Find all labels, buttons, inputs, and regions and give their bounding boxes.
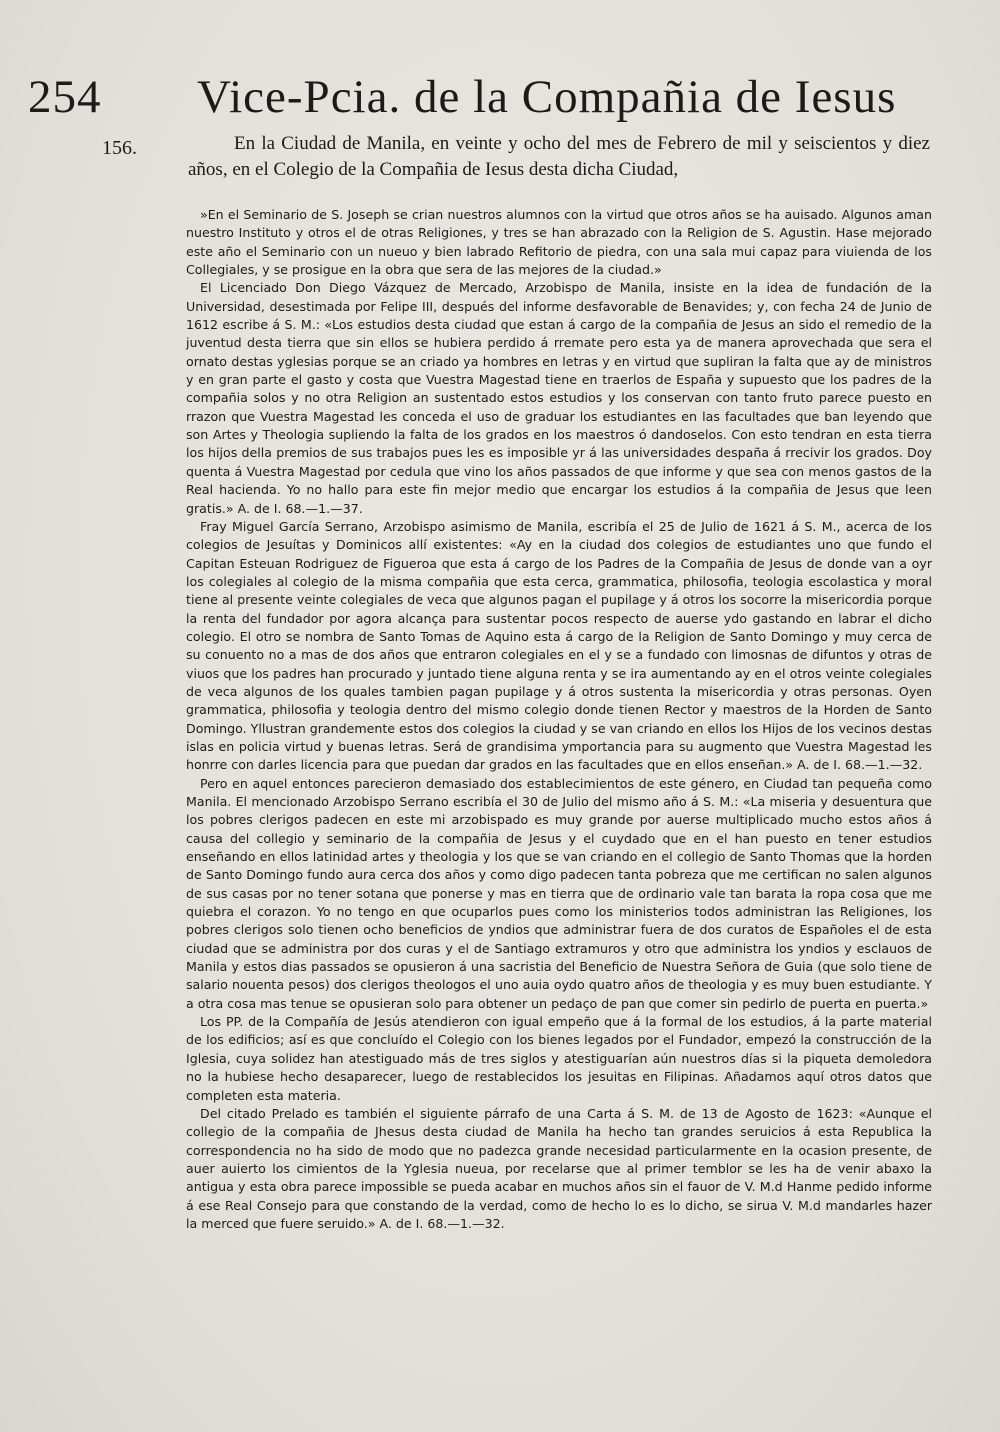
paragraph-4: Pero en aquel entonces parecieron demasiado dos establecimientos de este género, en Ciudad tan pequeña como Manila. El mencionado Arzobispo Serrano escribía el 30 de Julio del mismo año á S. M.: «La miseria y desuentura que los pobres clerigos padecen en este mi arzobispado es muy grande por auerse multiplicado mucho estos años á causa del collegio y seminario de la compañia de Jesus y el cuydado que en el han puesto en tener estudios enseñando en ellos latinidad artes y theologia y los que se van criando en el collegio de Santo Thomas que la horden de Santo Domingo fundo aura cerca dos años y como digo padecen tanta pobreza que me certifican no salen algunos de sus casas por no tener sotana que ponerse y mas en tierra que de ordinario vale tan barata la ropa cosa que me quiebra el corazon. Yo no tengo en que ocuparlos pues como los ministerios todos administran las Religiones, los pobres clerigos solo tienen ocho beneficios de yndios que administrar fuera de dos curatos de Españoles el de esta ciudad que se administra por dos curas y el de Santiago extramuros y otro que administra los yndios y esclauos de Manila y estos dias passados se opusieron á una sacristia del Beneficio de Nuestra Señora de Guia (que solo tiene de salario nouenta pesos) dos clerigos theologos el uno auia oydo quatro años de theologia y es muy buen estudiante. Y a otra cosa mas tenue se opusieran solo para obtener un pedaço de pan que comer sin pedirlo de puerta en puerta.» [186, 775, 932, 1011]
paragraph-2: El Licenciado Don Diego Vázquez de Mercado, Arzobispo de Manila, insiste en la idea de fundación de la Universidad, desestimada por Felipe III, después del informe desfavorable de Benavides; y, con fecha 24 de Junio de 1612 escribe á S. M.: «Los estudios desta ciudad que estan á cargo de la compañia de Jesus an sido el remedio de la juventud desta tierra que sin ellos se hubiera perdido á rremate pero esta ya de manera aprovechada que sera el ornato destas yglesias porque se an criado ya hombres en letras y en virtud que supliran la falta que ay de ministros y en gran parte el gasto y costa que Vuestra Magestad tiene en traerlos de España y supuesto que los padres de la compañia solos y no otra Religion an sustentado estos estudios y los conservan con tanto fruto parece puesto en rrazon que Vuestra Magestad les conceda el uso de graduar los estudiantes en las facultades que ban leyendo que son Artes y Theologia supliendo la falta de los grados en los maestros ó dandoselos. Con esto tendran en esta tierra los hijos della premios de sus trabajos pues les es imposible yr á las universidades despaña á rrecivir los grados. Doy quenta á Vuestra Magestad por cedula que vino los años passados de que informe y que sea con menos gastos de la Real hacienda. Yo no hallo para este fin mejor medio que encargar los estudios á la compañia de Jesus que leen gratis.» A. de I. 68.—1.—37. [186, 280, 932, 516]
page-header [0, 62, 1000, 132]
running-title: Vice-Pcia. de la Compañia de Iesus [197, 71, 897, 123]
marginal-note-number: 156. [102, 137, 137, 159]
paragraph-1: »En el Seminario de S. Joseph se crian nuestros alumnos con la virtud que otros años se ha auisado. Algunos aman nuestro Instituto y otros el de otras Religiones, y tres se han abrazado con la Religion de S. Agustin. Hase mejorado este año el Seminario con un nueuo y bien labrado Refitorio de piedra, con una sala mui capaz para viuienda de los Collegiales, y se prosigue en la obra que sera de las mejores de la ciudad.» [186, 207, 932, 278]
main-text [186, 206, 932, 1233]
paragraph-5: Los PP. de la Compañía de Jesús atendieron con igual empeño que á la formal de los estudios, á la parte material de los edificios; así es que concluído el Colegio con los bienes legados por el Fundador, empezó la construcción de la Iglesia, cuya solidez han atestiguado más de tres siglos y atestiguarían aún nuestros días si la piqueta demoledora no la hubiese hecho desaparecer, luego de restablecidos los jesuitas en Filipinas. Añadamos aquí otros datos que completen esta materia. [186, 1014, 932, 1103]
paragraph-6: Del citado Prelado es también el siguiente párrafo de una Carta á S. M. de 13 de Agosto de 1623: «Aunque el collegio de la compañia de Jhesus desta ciudad de Manila ha hecho tan grandes seruicios á esta Republica la correspondencia no ha sido de modo que no padezca grande necesidad particularmente en la ocasion presente, de auer auierto los cimientos de la Yglesia nueua, por recelarse que al primer temblor se les ha de venir abaxo la antigua y esta obra parece impossible se pueda acabar en muchos años sin el fauor de V. M.d Hanme pedido informe á ese Real Consejo para que constando de la verdad, como de hecho lo es lo dicho, se sirua V. M.d mandarles hazer la merced que fuere seruido.» A. de I. 68.—1.—32. [186, 1105, 932, 1231]
document-lead-line: En la Ciudad de Manila, en veinte y ocho del mes de Febrero de mil y seiscientos y diez años, en el Colegio de la Compañia de Iesus desta dicha Ciudad, [188, 133, 930, 180]
page-number: 254 [28, 71, 102, 123]
paragraph-3: Fray Miguel García Serrano, Arzobispo asimismo de Manila, escribía el 25 de Julio de 1621 á S. M., acerca de los colegios de Jesuítas y Dominicos allí existentes: «Ay en la ciudad dos colegios de estudiantes uno que fundo el Capitan Esteuan Rodriguez de Figueroa que esta á cargo de los Padres de la Compañia de Jesus de donde van a oyr los colegiales al colegio de la misma compañia que esta cerca, grammatica, philosofia, teologia escolastica y moral tiene al presente veinte colegiales de veca que algunos pagan el pupilage y á otros los socorre la misericordia porque la renta del fundador por agora alcança para sustentar pocos respecto de auerse ydo gastando en labrar el dicho colegio. El otro se nombra de Santo Tomas de Aquino esta á cargo de la Religion de Santo Domingo y muy cerca de su conuento no a mas de dos años que entraron colegiales en el y se a fundado con limosnas de difuntos y otras de viuos que los padres han procurado y juntado tiene alguna renta y se ira aumentando ay en el otros veinte colegiales de veca algunos de los quales tambien pagan pupilage y á otros sustenta la misericordia y otras personas. Oyen grammatica, philosofia y teologia dentro del mismo colegio donde tienen Rector y maestros de la Horden de Santo Domingo. Yllustran grandemente estos dos colegios la ciudad y se van criando en ellos los Hijos de los vecinos destas islas en policia virtud y buenas letras. Será de grandisima ymportancia para su augmento que Vuestra Magestad les honrre con darles licencia para que puedan dar grados en las facultades que en ellos enseñan.» A. de I. 68.—1.—32. [186, 518, 932, 773]
